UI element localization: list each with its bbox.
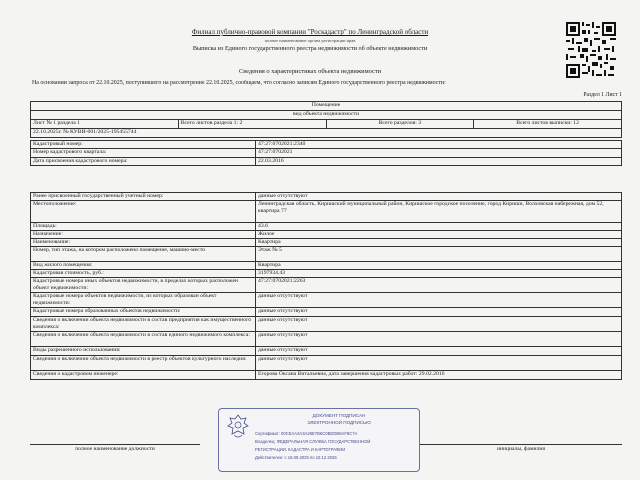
- row-value: 47:27:0702021:2263: [256, 278, 622, 293]
- row-value: Ленинградская область, Киришский муниципальный район, Киришское городское поселение, город Кириши, Волховская набережная, дом 52, квартира 77: [256, 201, 622, 223]
- section-title: Сведения о характеристиках объекта недвижимости: [238, 68, 382, 75]
- row-value: данные отсутствуют: [256, 317, 622, 332]
- object-kind-note: вид объекта недвижимости: [31, 111, 622, 120]
- row-value: 22.03.2016: [256, 157, 622, 165]
- section-sheet-label: Раздел 1 Лист 1: [583, 92, 622, 98]
- row-label: Ранее присвоенный государственный учетный номер:: [31, 193, 256, 201]
- row-value: Этаж № 5: [256, 247, 622, 262]
- table-row: [31, 262, 622, 270]
- row-value: данные отсутствуют: [256, 293, 622, 308]
- table-row: [31, 293, 622, 308]
- row-label: Кадастровые номера иных объектов недвижимости, в пределах которых расположен объект недвижимости:: [31, 278, 256, 293]
- stamp-owner: Владелец: ФЕДЕРАЛЬНАЯ СЛУЖБА ГОСУДАРСТВЕННОЙ: [255, 439, 371, 444]
- row-value: данные отсутствуют: [256, 356, 622, 371]
- sheet-number: Лист № 1 раздела 1: [31, 120, 179, 129]
- row-value: Жилое: [256, 231, 622, 239]
- row-value: 3197934.43: [256, 270, 622, 278]
- row-label: Местоположение:: [31, 201, 256, 223]
- stamp-certificate: Сертификат: 00CEAA2A3A28E7B6C0BDDB8AF8C7A: [255, 431, 358, 436]
- emblem-icon: [225, 413, 251, 441]
- table-row: [31, 141, 622, 149]
- row-value: данные отсутствуют: [256, 332, 622, 347]
- table-row: [31, 231, 622, 239]
- issuer-note: полное наименование органа регистрации прав: [264, 38, 356, 43]
- table-row: [31, 356, 622, 371]
- row-value: данные отсутствуют: [256, 308, 622, 317]
- table-row: [31, 278, 622, 293]
- object-header-table: [30, 101, 622, 138]
- table-row: [31, 347, 622, 356]
- table-row: [31, 193, 622, 201]
- table-row: [31, 247, 622, 262]
- request-basis: На основании запроса от 22.10.2025, поступившего на рассмотрение 22.10.2025, сообщаем, что согласно записям Единого государственного реестра недвижимости:: [32, 80, 446, 86]
- row-label: Кадастровые номера образованных объектов недвижимости:: [31, 308, 256, 317]
- issuer-name: Филиал публично-правовой компании "Роскадастр" по Ленинградской области: [191, 28, 429, 36]
- table-row: [31, 149, 622, 157]
- row-label: Сведения о включении объекта недвижимости в реестр объектов культурного наследия:: [31, 356, 256, 371]
- row-label: Кадастровая стоимость, руб.:: [31, 270, 256, 278]
- row-label: Сведения о включении объекта недвижимости в состав предприятия как имущественного комплекса:: [31, 317, 256, 332]
- stamp-subheading: ЭЛЕКТРОННОЙ ПОДПИСЬЮ: [307, 420, 371, 425]
- row-label: Кадастровые номера объектов недвижимости, из которых образован объект недвижимости:: [31, 293, 256, 308]
- row-label: Наименование:: [31, 239, 256, 247]
- row-value: 47:27:0702021:2340: [256, 141, 622, 149]
- stamp-owner-cont: РЕГИСТРАЦИИ, КАДАСТРА И КАРТОГРАФИИ: [255, 447, 346, 452]
- row-value: Егорова Оксана Витальевна, дата завершения кадастровых работ: 29.02.2016: [256, 371, 622, 380]
- table-row: [31, 308, 622, 317]
- total-sheets-extract: Всего листов выписки: 12: [474, 120, 622, 129]
- table-row: [31, 157, 622, 165]
- extract-title: Выписка из Единого государственного реестра недвижимости об объекте недвижимости: [192, 45, 428, 52]
- row-value: Квартира: [256, 262, 622, 270]
- cadastral-ids-table: [30, 140, 622, 166]
- row-label: Сведения о включении объекта недвижимости в состав единого недвижимого комплекса:: [31, 332, 256, 347]
- row-label: Номер, тип этажа, на котором расположено помещение, машино-место: [31, 247, 256, 262]
- row-value: данные отсутствуют: [256, 347, 622, 356]
- table-row: [31, 201, 622, 223]
- table-row: [31, 332, 622, 347]
- row-label: Номер кадастрового квартала:: [31, 149, 256, 157]
- row-value: 43.6: [256, 223, 622, 231]
- electronic-signature-stamp: [218, 408, 420, 472]
- position-caption: полное наименование должности: [30, 444, 200, 452]
- row-label: Кадастровый номер:: [31, 141, 256, 149]
- extract-date-number: 22.10.2025г. № КУВИ-001/2025-195455744: [31, 129, 622, 138]
- row-value: 47:27:0702021: [256, 149, 622, 157]
- stamp-heading: ДОКУМЕНТ ПОДПИСАН: [312, 413, 366, 418]
- stamp-validity: Действителен: с 16.09.2025 по 10.12.2026: [255, 455, 337, 460]
- total-sheets-section: Всего листов раздела 1: 2: [178, 120, 326, 129]
- table-row: [31, 270, 622, 278]
- table-row: [31, 371, 622, 380]
- object-kind: Помещение: [31, 102, 622, 111]
- row-label: Площадь:: [31, 223, 256, 231]
- row-label: Вид жилого помещения:: [31, 262, 256, 270]
- name-caption: инициалы, фамилия: [420, 444, 622, 452]
- table-row: [31, 317, 622, 332]
- row-label: Сведения о кадастровом инженере:: [31, 371, 256, 380]
- qr-code-icon: [566, 22, 616, 78]
- characteristics-table: [30, 192, 622, 380]
- table-row: [31, 239, 622, 247]
- table-row: [31, 223, 622, 231]
- total-sections: Всего разделов: 3: [326, 120, 474, 129]
- row-label: Назначение:: [31, 231, 256, 239]
- row-value: Квартира: [256, 239, 622, 247]
- row-label: Дата присвоения кадастрового номера:: [31, 157, 256, 165]
- row-label: Виды разрешенного использования:: [31, 347, 256, 356]
- row-value: данные отсутствуют: [256, 193, 622, 201]
